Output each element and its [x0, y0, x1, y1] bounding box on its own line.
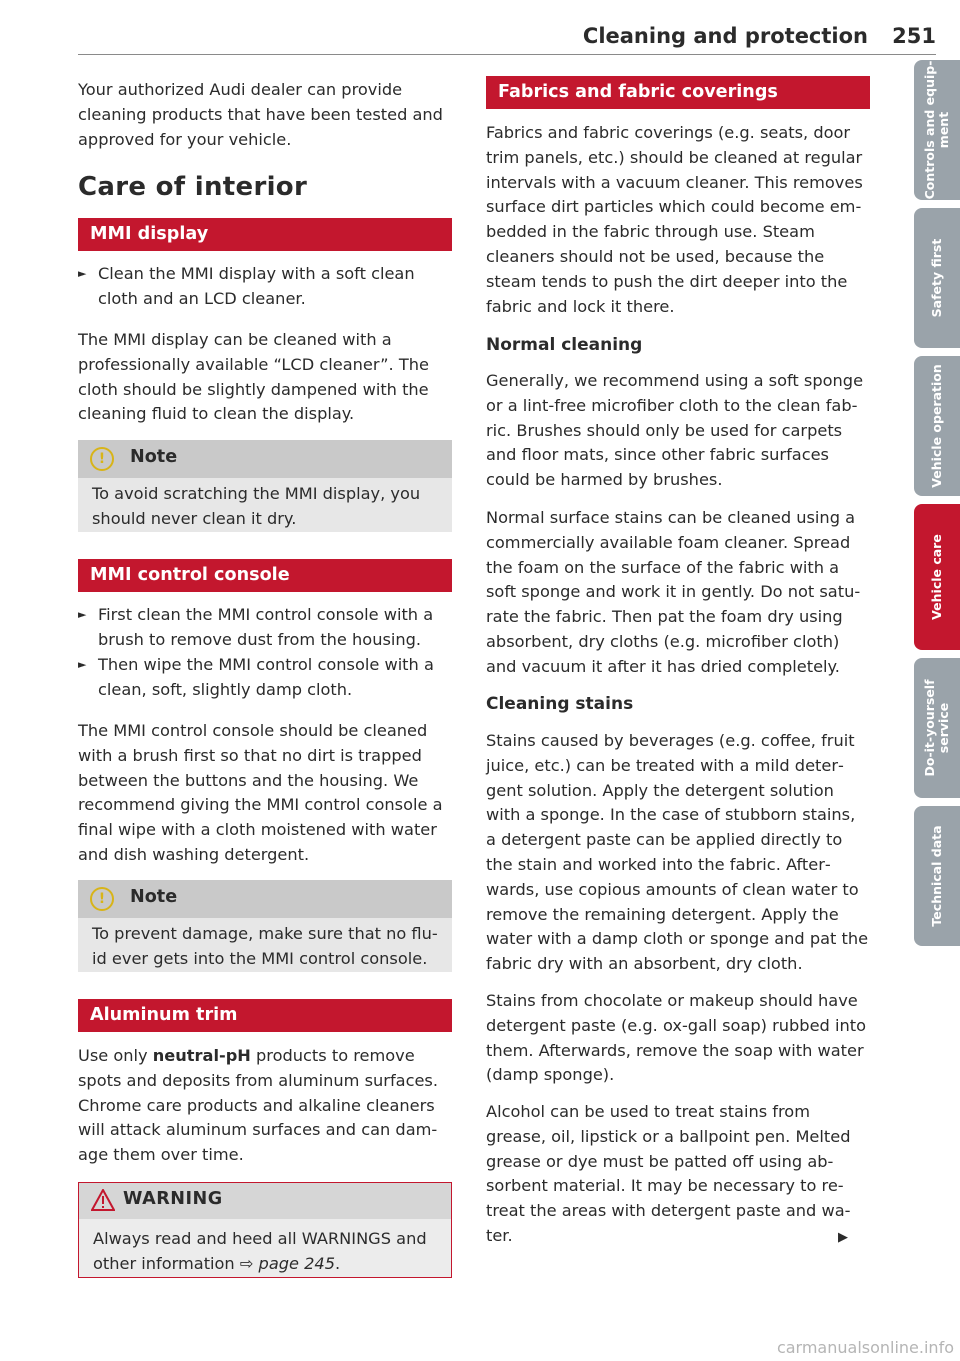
watermark: carmanualsonline.info: [776, 1338, 954, 1357]
note-label: Note: [130, 447, 178, 467]
page-header: [78, 22, 936, 55]
section-bar-aluminum: Aluminum trim: [78, 999, 452, 1032]
section-bar-mmi-display: MMI display: [78, 218, 452, 251]
bullet-mmi-display: [78, 262, 452, 312]
aluminum-body-post: products to remove spots and deposits from aluminum surfaces. Chrome care products and alkaline cleaners will attack aluminum surfaces and can damage them over time.: [78, 1046, 439, 1165]
mmi-console-body: The MMI control console should be cleaned with a brush first so that no dirt is trapped between the buttons and the housing. We recommend giving the MMI control console a final wipe with a cloth moistened with water and dish washing detergent.: [78, 721, 443, 864]
cleaning-stains-p1: Stains caused by beverages (e.g. coffee, fruit juice, etc.) can be treated with a mild detergent solution. Apply the detergent solution with a sponge. In the case of stubborn stains, a detergent paste can be applied directly to the stain and worked into the fabric. Afterwards, use copious amounts of clean water to remove the remaining detergent. Apply the water with a damp cloth or sponge and pat the fabric dry with an absorbent, dry cloth.: [486, 731, 869, 974]
bullet-text: First clean the MMI control console with a brush to remove dust from the housing.: [98, 605, 434, 649]
tab-vehicle-operation[interactable]: [914, 356, 960, 496]
warning-text-pre: Always read and heed all WARNINGS and other information: [93, 1229, 427, 1273]
tab-safety-first[interactable]: [914, 208, 960, 348]
tab-technical-data[interactable]: [914, 806, 960, 946]
tab-label: Safety first: [929, 238, 944, 318]
bullet-console-1: [78, 603, 452, 653]
warning-label: WARNING: [123, 1189, 223, 1209]
info-circle-icon: !: [90, 887, 114, 911]
note-box-mmi-console: [78, 880, 452, 972]
info-circle-icon: !: [90, 447, 114, 471]
section-bar-mmi-console: MMI control console: [78, 559, 452, 592]
tab-label: Technical data: [929, 825, 944, 927]
tab-label: Controls and equip- ment: [922, 60, 951, 200]
note-text: To prevent damage, make sure that no fluid ever gets into the MMI control console.: [92, 924, 438, 968]
tab-label: Vehicle operation: [929, 364, 944, 488]
bullet-text: Clean the MMI display with a soft clean cloth and an LCD cleaner.: [98, 264, 415, 308]
tab-controls-and-equipment[interactable]: [914, 60, 960, 200]
page-number: 251: [892, 24, 936, 48]
bullet-arrow-icon: ►: [78, 658, 87, 671]
note-label: Note: [130, 887, 178, 907]
warning-text-post: .: [335, 1253, 341, 1273]
bullet-arrow-icon: ►: [78, 267, 87, 280]
normal-cleaning-p1: Generally, we recommend using a soft sponge or a lint-free microfiber cloth to the clean fabric. Brushes should only be used for carpets and floor mats, since other fabric surfaces could be harmed by brushes.: [486, 371, 864, 490]
intro-paragraph: Your authorized Audi dealer can provide cleaning products that have been tested and approved for your vehicle.: [78, 80, 443, 149]
normal-cleaning-p2: Normal surface stains can be cleaned using a commercially available foam cleaner. Spread the foam on the surface of the fabric with a soft sponge and work it in gently. Do not saturate the fabric. Then pat the foam dry using absorbent, dry cloths (e.g. microfiber cloth) and vacuum it after it has dried completely.: [486, 508, 861, 676]
warning-triangle-icon: [91, 1189, 115, 1211]
section-bar-fabrics: Fabrics and fabric coverings: [486, 76, 870, 109]
aluminum-body-pre: Use only: [78, 1046, 153, 1065]
bullet-arrow-icon: ►: [78, 608, 87, 621]
section-title: Cleaning and protection: [582, 24, 868, 48]
bullet-console-2: [78, 653, 452, 703]
warning-header: [79, 1183, 451, 1219]
cleaning-stains-p3: Alcohol can be used to treat stains from grease, oil, lipstick or a ballpoint pen. Melted grease or dye must be patted off using absorbent material. It may be necessary to retreat the areas with detergent paste and water.: [486, 1102, 851, 1245]
tab-do-it-yourself-service[interactable]: [914, 658, 960, 798]
note-box-mmi-display: [78, 440, 452, 532]
aluminum-body-bold: neutral-pH: [152, 1046, 251, 1065]
continue-arrow-icon: ▶: [838, 1230, 848, 1245]
heading-normal-cleaning: Normal cleaning: [486, 335, 643, 355]
tab-vehicle-care[interactable]: [914, 504, 960, 650]
warning-box: [78, 1182, 452, 1278]
note-header: [78, 440, 452, 478]
tab-label: Vehicle care: [929, 534, 944, 620]
warning-text: [93, 1227, 443, 1277]
heading-cleaning-stains: Cleaning stains: [486, 694, 634, 714]
page-reference-link[interactable]: ⇨ page 245: [239, 1253, 336, 1273]
heading-care-of-interior: Care of interior: [78, 172, 308, 202]
note-text: To avoid scratching the MMI display, you should never clean it dry.: [92, 484, 421, 528]
bullet-text: Then wipe the MMI control console with a clean, soft, slightly damp cloth.: [98, 655, 434, 699]
mmi-display-body: The MMI display can be cleaned with a professionally available “LCD cleaner”. The cloth should be slightly dampened with the cleaning fluid to clean the display.: [78, 330, 429, 424]
fabrics-body: Fabrics and fabric coverings (e.g. seats, door trim panels, etc.) should be cleaned at regular intervals with a vacuum cleaner. This removes surface dirt particles which could become embedded in the fabric through use. Steam cleaners should not be used, because the steam tends to push the dirt deeper into the fabric and lock it there.: [486, 123, 863, 316]
cleaning-stains-p2: Stains from chocolate or makeup should have detergent paste (e.g. ox-gall soap) rubbed into them. Afterwards, remove the soap with water (damp sponge).: [486, 991, 866, 1085]
note-header: [78, 880, 452, 918]
tab-label: Do-it-yourself service: [922, 679, 951, 777]
aluminum-body: [78, 1044, 452, 1168]
